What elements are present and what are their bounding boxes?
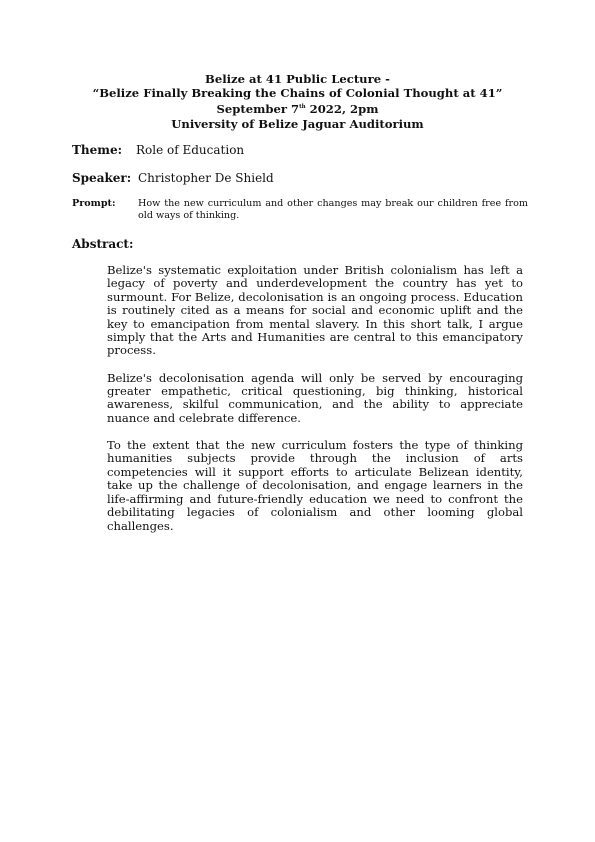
lecture-header [0, 72, 595, 131]
lecture-title: “Belize Finally Breaking the Chains of Colonial Thought at 41” [92, 86, 503, 101]
speaker-label: Speaker: [72, 171, 132, 185]
theme-value: Role of Education [136, 143, 245, 157]
event-date [0, 100, 595, 116]
abstract-paragraph-3: To the extent that the new curriculum fosters the type of thinking humanities subjects provide through the inclusion of arts competencies will it support efforts to articulate Belizean identity, take up the challenge of decolonisation, and engage learners in the life-affirming and future-friendly education we need to confront the debilitating legacies of colonialism and other looming global challenges. [107, 438, 523, 533]
event-date-ordinal: th [299, 104, 306, 111]
prompt-label: Prompt: [72, 198, 116, 209]
event-date-day: September 7 [216, 102, 300, 117]
abstract-body [107, 264, 523, 547]
speaker-value: Christopher De Shield [138, 171, 274, 185]
theme-label: Theme: [72, 143, 123, 157]
abstract-paragraph-2: Belize's decolonisation agenda will only be served by encouraging greater empathetic, critical questioning, big thinking, historical awareness, skilful communication, and the ability to appreciate nuance and celebrate difference. [107, 370, 523, 425]
abstract-paragraph-1: Belize's systematic exploitation under British colonialism has left a legacy of poverty and underdevelopment the country has yet to surmount. For Belize, decolonisation is an ongoing process. Education is routinely cited as a means for social and economic uplift and the key to emancipation from mental slavery. In this short talk, I argue simply that the Arts and Humanities are central to this emancipatory process. [107, 263, 523, 358]
event-venue: University of Belize Jaguar Auditorium [171, 116, 424, 131]
abstract-label: Abstract: [72, 237, 134, 251]
prompt-value: How the new curriculum and other changes may break our children free from old ways of thinking. [138, 198, 528, 221]
event-date-rest: 2022, 2pm [305, 102, 379, 117]
event-title: Belize at 41 Public Lecture - [205, 72, 390, 86]
